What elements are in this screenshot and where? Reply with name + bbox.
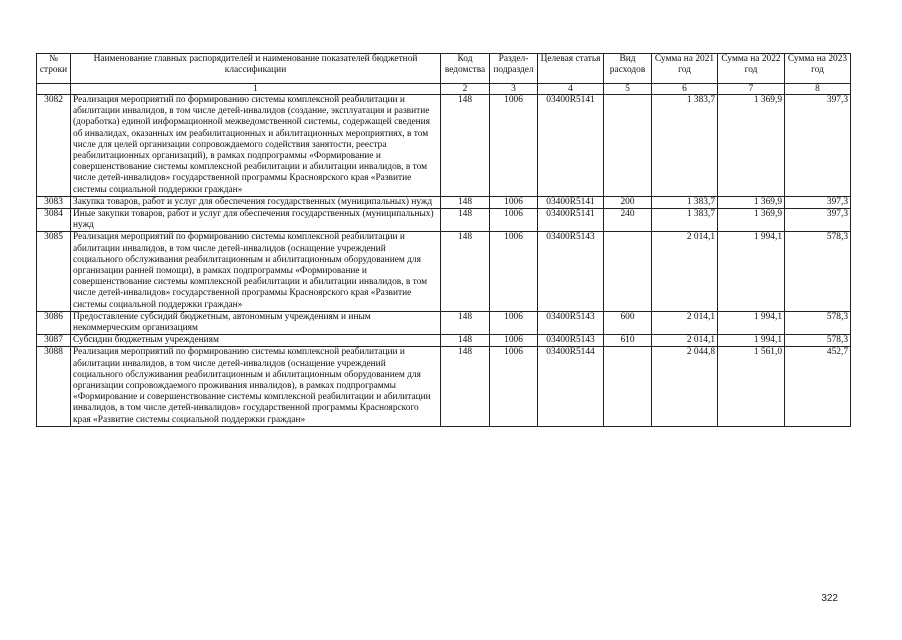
row-section: 1006: [490, 209, 538, 232]
column-number: [37, 84, 71, 95]
row-sum-2023: 397,3: [785, 196, 851, 208]
row-section: 1006: [490, 347, 538, 426]
row-section: 1006: [490, 95, 538, 197]
row-sum-2021: 2 044,8: [652, 347, 718, 426]
table-row: [37, 95, 851, 197]
header-row-number: № строки: [37, 54, 71, 84]
header-row: [37, 54, 851, 84]
row-sum-2022: 1 561,0: [718, 347, 785, 426]
row-target-article: 03400R5143: [538, 311, 604, 334]
row-sum-2021: 1 383,7: [652, 209, 718, 232]
row-section: 1006: [490, 335, 538, 347]
row-expense-type: [604, 95, 652, 197]
header-name: Наименование главных распорядителей и наименование показателей бюджетной классификации: [71, 54, 441, 84]
row-number: 3084: [37, 209, 71, 232]
row-dept-code: 148: [441, 95, 490, 197]
row-name: Реализация мероприятий по формированию системы комплексной реабилитации и абилитации инвалидов, в том числе детей-инвалидов (оснащение учреждений социального обслуживания реабилитационным и абилитационным оборудованием для организации ранней помощи), в рамках подпрограммы «Формирование и совершенствование системы комплексной реабилитации и абилитации инвалидов, в том числе детей-инвалидов» государственной программы Красноярского края «Развитие системы социальной поддержки граждан»: [71, 232, 441, 311]
row-number: 3087: [37, 335, 71, 347]
row-sum-2023: 397,3: [785, 95, 851, 197]
table-row: [37, 311, 851, 334]
row-dept-code: 148: [441, 335, 490, 347]
row-section: 1006: [490, 196, 538, 208]
row-sum-2023: 578,3: [785, 311, 851, 334]
row-target-article: 03400R5144: [538, 347, 604, 426]
column-number: 4: [538, 84, 604, 95]
row-expense-type: [604, 232, 652, 311]
row-dept-code: 148: [441, 347, 490, 426]
row-expense-type: 240: [604, 209, 652, 232]
header-dept-code: Код ведомства: [441, 54, 490, 84]
row-sum-2021: 2 014,1: [652, 311, 718, 334]
column-number: 8: [785, 84, 851, 95]
header-sum-2021: Сумма на 2021 год: [652, 54, 718, 84]
row-sum-2021: 1 383,7: [652, 196, 718, 208]
column-number: 3: [490, 84, 538, 95]
row-sum-2021: 1 383,7: [652, 95, 718, 197]
row-name: Иные закупки товаров, работ и услуг для обеспечения государственных (муниципальных) нужд: [71, 209, 441, 232]
row-name: Закупка товаров, работ и услуг для обеспечения государственных (муниципальных) нужд: [71, 196, 441, 208]
row-sum-2022: 1 369,9: [718, 209, 785, 232]
column-number: 7: [718, 84, 785, 95]
row-target-article: 03400R5143: [538, 335, 604, 347]
row-dept-code: 148: [441, 232, 490, 311]
table-row: [37, 209, 851, 232]
table-row: [37, 347, 851, 426]
budget-table: [36, 53, 851, 427]
header-expense-type: Вид расходов: [604, 54, 652, 84]
row-target-article: 03400R5141: [538, 209, 604, 232]
header-target-article: Целевая статья: [538, 54, 604, 84]
row-dept-code: 148: [441, 209, 490, 232]
row-sum-2023: 578,3: [785, 232, 851, 311]
table-row: [37, 232, 851, 311]
row-sum-2021: 2 014,1: [652, 232, 718, 311]
row-sum-2023: 578,3: [785, 335, 851, 347]
row-name: Реализация мероприятий по формированию системы комплексной реабилитации и абилитации инвалидов, в том числе детей-инвалидов (создание, эксплуатация и развитие (доработка) единой информационной межведомственной системы, содержащей сведения об инвалидах, оказанных им реабилитационных и абилитационных мероприятиях, в том числе для целей организации сопровождаемого содействия занятости, реестра реабилитационных организаций), в рамках подпрограммы «Формирование и совершенствование системы комплексной реабилитации и абилитации инвалидов, в том числе детей-инвалидов» государственной программы Красноярского края «Развитие системы социальной поддержки граждан»: [71, 95, 441, 197]
row-sum-2022: 1 369,9: [718, 196, 785, 208]
row-sum-2023: 452,7: [785, 347, 851, 426]
row-sum-2023: 397,3: [785, 209, 851, 232]
row-expense-type: 200: [604, 196, 652, 208]
row-section: 1006: [490, 311, 538, 334]
row-name: Реализация мероприятий по формированию системы комплексной реабилитации и абилитации инвалидов, в том числе детей-инвалидов (оснащение учреждений социального обслуживания реабилитационным и абилитационным оборудованием для организации сопровождаемого проживания инвалидов), в рамках подпрограммы «Формирование и совершенствование системы комплексной реабилитации и абилитации инвалидов, в том числе детей-инвалидов» государственной программы Красноярского края «Развитие системы социальной поддержки граждан»: [71, 347, 441, 426]
row-target-article: 03400R5141: [538, 95, 604, 197]
row-sum-2022: 1 994,1: [718, 311, 785, 334]
row-dept-code: 148: [441, 311, 490, 334]
page-number: 322: [821, 593, 838, 604]
row-sum-2021: 2 014,1: [652, 335, 718, 347]
row-dept-code: 148: [441, 196, 490, 208]
column-number: 1: [71, 84, 441, 95]
row-target-article: 03400R5143: [538, 232, 604, 311]
row-target-article: 03400R5141: [538, 196, 604, 208]
row-expense-type: 600: [604, 311, 652, 334]
row-name: Субсидии бюджетным учреждениям: [71, 335, 441, 347]
row-number: 3082: [37, 95, 71, 197]
header-sum-2022: Сумма на 2022 год: [718, 54, 785, 84]
row-sum-2022: 1 994,1: [718, 335, 785, 347]
row-expense-type: [604, 347, 652, 426]
row-sum-2022: 1 994,1: [718, 232, 785, 311]
header-section: Раздел-подраздел: [490, 54, 538, 84]
column-number-row: [37, 84, 851, 95]
column-number: 5: [604, 84, 652, 95]
column-number: 6: [652, 84, 718, 95]
row-number: 3088: [37, 347, 71, 426]
row-number: 3083: [37, 196, 71, 208]
row-expense-type: 610: [604, 335, 652, 347]
row-number: 3086: [37, 311, 71, 334]
row-section: 1006: [490, 232, 538, 311]
table-row: [37, 196, 851, 208]
header-sum-2023: Сумма на 2023 год: [785, 54, 851, 84]
row-sum-2022: 1 369,9: [718, 95, 785, 197]
row-number: 3085: [37, 232, 71, 311]
row-name: Предоставление субсидий бюджетным, автономным учреждениям и иным некоммерческим организациям: [71, 311, 441, 334]
table-row: [37, 335, 851, 347]
column-number: 2: [441, 84, 490, 95]
